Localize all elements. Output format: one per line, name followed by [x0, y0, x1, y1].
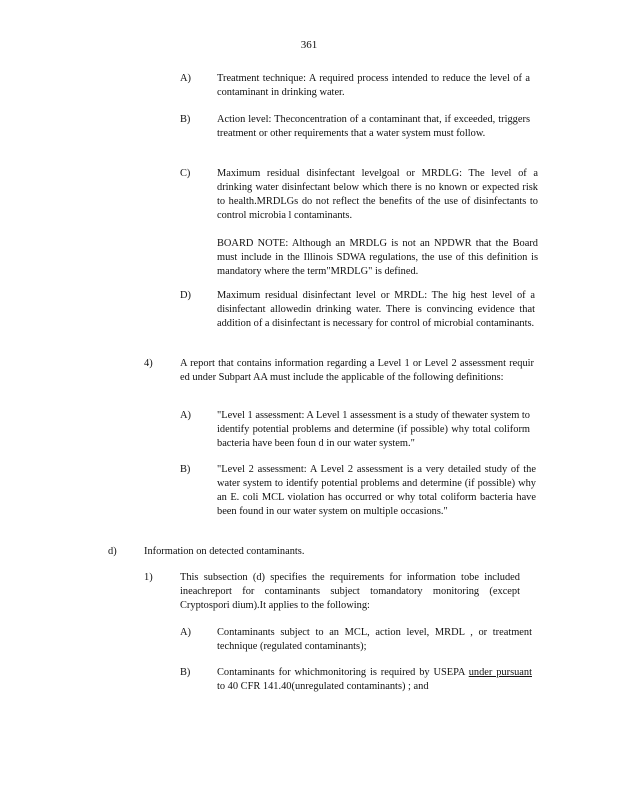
section-label: d): [108, 546, 117, 557]
item-label: A): [180, 410, 191, 421]
definition-item: [180, 72, 530, 100]
item-label: C): [180, 168, 191, 179]
item-label: A): [180, 73, 191, 84]
item-label: B): [180, 667, 191, 678]
definition-item: [180, 289, 535, 331]
item-text: Contaminants subject to an MCL, action level, MRDL , or treatment technique (regulated contaminants);: [217, 627, 532, 652]
item-text: "Level 2 assessment: A Level 2 assessment is a very detailed study of the water system to identify potential problems and determine (if possible) why an E. coli MCL violation has occurred or why total coliform bacteria have been found in our water system on multiple occasions.": [217, 464, 536, 517]
page-number: 361: [300, 39, 318, 51]
item-text: "Level 1 assessment: A Level 1 assessment is a study of thewater system to identify potential problems and determine (if possible) why total coliform bacteria have been foun d in our water system.": [217, 410, 530, 449]
section-item: [108, 545, 408, 559]
board-note: BOARD NOTE: Although an MRDLG is not an NPDWR that the Board must include in the Illinois SDWA regulations, the use of this definition is mandatory where the term"MRDLG" is defined.: [217, 238, 538, 277]
item-label: 1): [144, 572, 153, 583]
item-label: B): [180, 464, 191, 475]
item-label: A): [180, 627, 191, 638]
underlined-text: under pursuant: [468, 667, 532, 678]
item-text: Maximum residual disinfectant levelgoal or MRDLG: The level of a drinking water disinfectant below which there is no known or expected risk to health.MRDLGs do not reflect the benefits of the use of disinfectants to control microbia l contaminants.: [217, 168, 538, 221]
item-text: Treatment technique: A required process intended to reduce the level of a contaminant in drinking water.: [217, 73, 530, 98]
definition-item: [180, 666, 532, 694]
definition-item: [180, 409, 530, 451]
definition-item: [180, 463, 536, 519]
definition-item: [180, 113, 530, 141]
item-text: This subsection (d) specifies the requirements for information tobe included ineachreport for contaminants subject tomandatory monitoring (except Cryptospori dium).It applies to the following:: [180, 572, 520, 611]
text-part: to 40 CFR 141.40(unregulated contaminants) ; and: [217, 681, 429, 692]
definition-item: [180, 167, 538, 279]
definition-item: [180, 626, 532, 654]
item-text: [217, 666, 532, 694]
item-label: B): [180, 114, 191, 125]
item-label: D): [180, 290, 191, 301]
item-label: 4): [144, 358, 153, 369]
numbered-item: [144, 357, 534, 385]
text-part: Contaminants for whichmonitoring is required by USEPA: [217, 667, 469, 678]
numbered-item: [144, 571, 520, 613]
item-text: Maximum residual disinfectant level or MRDL: The hig hest level of a disinfectant allowedin drinking water. There is convincing evidence that addition of a disinfectant is necessary for control of microbial contaminants.: [217, 290, 535, 329]
item-text: Action level: Theconcentration of a contaminant that, if exceeded, triggers treatment or other requirements that a water system must follow.: [217, 114, 530, 139]
item-text: A report that contains information regarding a Level 1 or Level 2 assessment requir ed under Subpart AA must include the applicable of the following definitions:: [180, 358, 534, 383]
section-heading: Information on detected contaminants.: [144, 546, 305, 557]
